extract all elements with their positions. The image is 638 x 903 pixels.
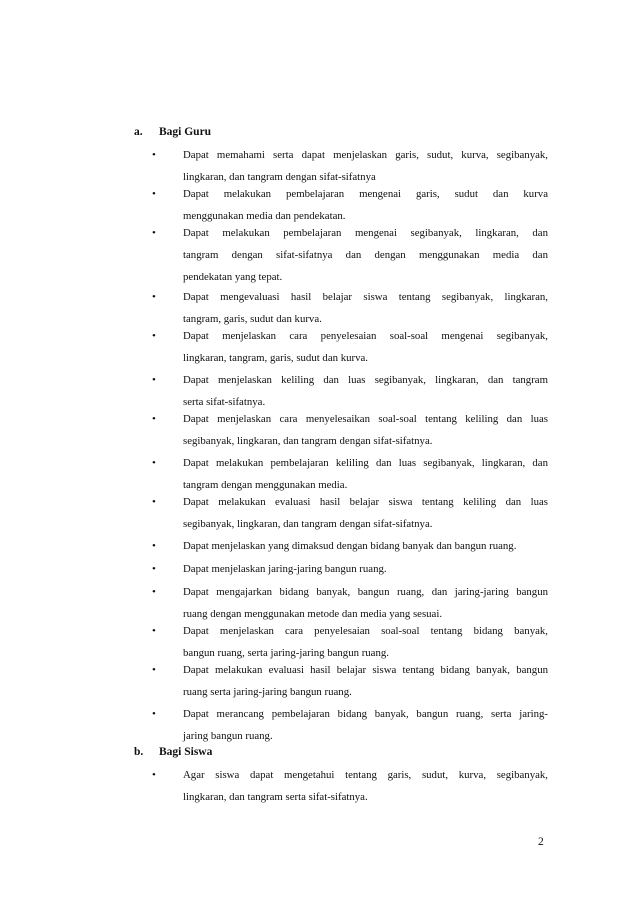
bullet-icon: • bbox=[152, 188, 156, 200]
section-title: Bagi Siswa bbox=[159, 746, 213, 758]
bullet-icon: • bbox=[152, 457, 156, 469]
list-item-line: ruang dengan menggunakan metode dan media yang sesuai. bbox=[183, 608, 443, 620]
list-item-line: Dapat melakukan pembelajaran mengenai garis, sudut dan kurva bbox=[183, 188, 548, 200]
list-item-line: menggunakan media dan pendekatan. bbox=[183, 210, 346, 222]
list-item-line: Dapat melakukan evaluasi hasil belajar siswa tentang keliling dan luas bbox=[183, 496, 548, 508]
list-item-line: lingkaran, dan tangram dengan sifat-sifatnya bbox=[183, 171, 376, 183]
list-item-line: segibanyak, lingkaran, dan tangram dengan sifat-sifatnya. bbox=[183, 435, 433, 447]
bullet-icon: • bbox=[152, 374, 156, 386]
list-item-line: Dapat menjelaskan jaring-jaring bangun ruang. bbox=[183, 563, 387, 575]
list-item-line: Dapat mengajarkan bidang banyak, bangun ruang, dan jaring-jaring bangun bbox=[183, 586, 548, 598]
section-heading bbox=[134, 124, 211, 140]
list-item-line: bangun ruang, serta jaring-jaring bangun ruang. bbox=[183, 647, 389, 659]
list-item-line: pendekatan yang tepat. bbox=[183, 271, 283, 283]
list-item-line: Dapat menjelaskan keliling dan luas segibanyak, lingkaran, dan tangram bbox=[183, 374, 548, 386]
list-item-line: Dapat melakukan pembelajaran keliling dan luas segibanyak, lingkaran, dan bbox=[183, 457, 548, 469]
list-item-line: Dapat merancang pembelajaran bidang banyak, bangun ruang, serta jaring- bbox=[183, 708, 548, 720]
bullet-icon: • bbox=[152, 496, 156, 508]
list-item-line: serta sifat-sifatnya. bbox=[183, 396, 266, 408]
list-item-line: Dapat melakukan evaluasi hasil belajar siswa tentang bidang banyak, bangun bbox=[183, 664, 548, 676]
section-label: b. bbox=[134, 746, 144, 758]
bullet-icon: • bbox=[152, 291, 156, 303]
bullet-icon: • bbox=[152, 586, 156, 598]
list-item-line: jaring bangun ruang. bbox=[183, 730, 273, 742]
list-item-line: Dapat melakukan pembelajaran mengenai segibanyak, lingkaran, dan bbox=[183, 227, 548, 239]
bullet-icon: • bbox=[152, 330, 156, 342]
bullet-icon: • bbox=[152, 769, 156, 781]
list-item-line: Dapat menjelaskan cara penyelesaian soal-soal mengenai segibanyak, bbox=[183, 330, 548, 342]
page-number: 2 bbox=[538, 836, 544, 848]
list-item-line: tangram dengan sifat-sifatnya dan dengan menggunakan media dan bbox=[183, 249, 548, 261]
bullet-icon: • bbox=[152, 563, 156, 575]
bullet-icon: • bbox=[152, 708, 156, 720]
section-heading bbox=[134, 744, 212, 760]
list-item-line: Agar siswa dapat mengetahui tentang garis, sudut, kurva, segibanyak, bbox=[183, 769, 548, 781]
list-item-line: Dapat mengevaluasi hasil belajar siswa tentang segibanyak, lingkaran, bbox=[183, 291, 548, 303]
list-item-line: ruang serta jaring-jaring bangun ruang. bbox=[183, 686, 352, 698]
list-item-line: tangram, garis, sudut dan kurva. bbox=[183, 313, 322, 325]
list-item-line: segibanyak, lingkaran, dan tangram dengan sifat-sifatnya. bbox=[183, 518, 433, 530]
bullet-icon: • bbox=[152, 625, 156, 637]
list-item-line: lingkaran, dan tangram serta sifat-sifatnya. bbox=[183, 791, 368, 803]
section-title: Bagi Guru bbox=[159, 126, 212, 138]
list-item-line: lingkaran, tangram, garis, sudut dan kurva. bbox=[183, 352, 368, 364]
list-item-line: Dapat menjelaskan cara menyelesaikan soal-soal tentang keliling dan luas bbox=[183, 413, 548, 425]
list-item-line: Dapat menjelaskan cara penyelesaian soal-soal tentang bidang banyak, bbox=[183, 625, 548, 637]
bullet-icon: • bbox=[152, 149, 156, 161]
bullet-icon: • bbox=[152, 664, 156, 676]
list-item-line: Dapat memahami serta dapat menjelaskan garis, sudut, kurva, segibanyak, bbox=[183, 149, 548, 161]
bullet-icon: • bbox=[152, 413, 156, 425]
bullet-icon: • bbox=[152, 227, 156, 239]
list-item-line: tangram dengan menggunakan media. bbox=[183, 479, 348, 491]
bullet-icon: • bbox=[152, 540, 156, 552]
section-label: a. bbox=[134, 126, 143, 138]
list-item-line: Dapat menjelaskan yang dimaksud dengan bidang banyak dan bangun ruang. bbox=[183, 540, 517, 552]
